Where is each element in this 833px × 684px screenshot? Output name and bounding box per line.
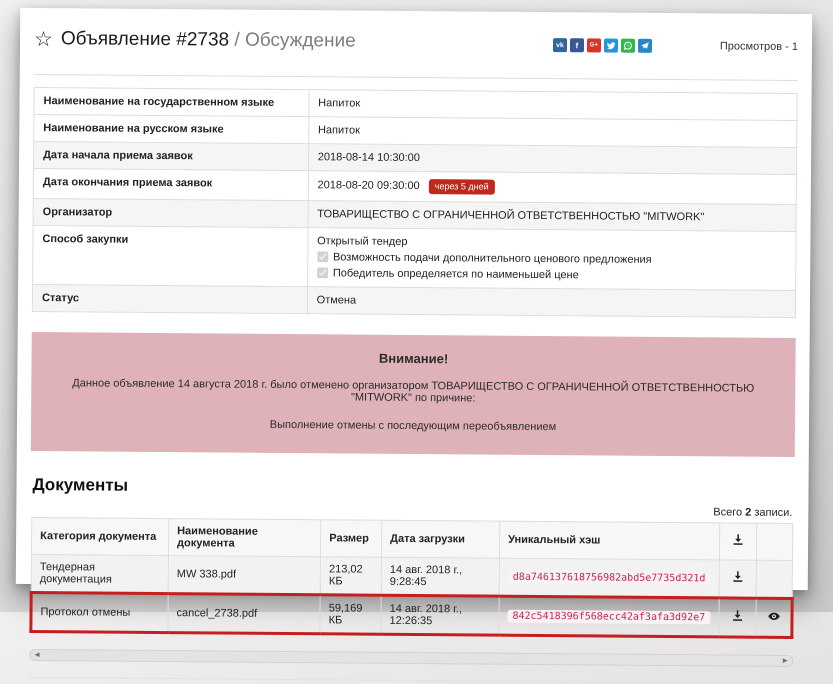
- row-value: Отмена: [307, 286, 796, 317]
- row-value: [307, 227, 796, 290]
- row-value: ТОВАРИЩЕСТВО С ОГРАНИЧЕННОЙ ОТВЕТСТВЕННОСТЬЮ "MITWORK": [308, 200, 797, 231]
- table-row: [33, 225, 796, 290]
- page-header: [34, 28, 798, 56]
- option-checkbox: [317, 268, 328, 279]
- warning-text: Данное объявление 14 августа 2018 г. было отменено организатором ТОВАРИЩЕСТВО С ОГРАНИЧЕННОЙ ОТВЕТСТВЕННОСТЬЮ "MITWORK" по причине:: [72, 377, 755, 405]
- table-row: [32, 284, 795, 317]
- vk-icon[interactable]: vk: [553, 38, 567, 52]
- header-divider: [34, 74, 798, 81]
- documents-table: [29, 517, 794, 639]
- doc-category: Тендерная документация: [31, 554, 168, 593]
- doc-size: 59,169 КБ: [320, 595, 381, 634]
- col-view: [756, 523, 792, 560]
- row-value: Напиток: [308, 117, 797, 148]
- document-row-highlighted: [31, 592, 792, 637]
- deadline-badge: через 5 дней: [429, 179, 495, 194]
- option-line: [317, 251, 786, 267]
- row-label: Дата окончания приема заявок: [33, 169, 308, 201]
- facebook-icon[interactable]: f: [570, 38, 584, 52]
- social-share-bar: [553, 38, 652, 53]
- whatsapp-icon[interactable]: [621, 39, 635, 53]
- google-plus-icon[interactable]: G+: [587, 38, 601, 52]
- doc-date: 14 авг. 2018 г., 12:26:35: [381, 595, 499, 635]
- doc-hash: d8a746137618756982abd5e7735d321d: [499, 558, 719, 598]
- row-label: Наименование на русском языке: [34, 115, 309, 144]
- page-subtitle: / Обсуждение: [234, 29, 356, 52]
- doc-size: 213,02 КБ: [320, 557, 381, 595]
- announcement-info-table: [32, 87, 798, 318]
- views-counter: Просмотров - 1: [719, 40, 799, 54]
- option-label: Возможность подачи дополнительного ценового предложения: [332, 251, 652, 266]
- col-name: Наименование документа: [168, 518, 320, 556]
- option-line: [317, 267, 786, 283]
- download-icon[interactable]: [732, 571, 744, 583]
- col-category: Категория документа: [31, 517, 168, 555]
- col-download: [719, 523, 757, 560]
- doc-name: cancel_2738.pdf: [168, 593, 320, 633]
- document-row: [31, 554, 792, 598]
- doc-name: MW 338.pdf: [168, 555, 320, 594]
- option-checkbox: [317, 252, 328, 263]
- doc-view-cell: [756, 598, 792, 637]
- row-value: 2018-08-14 10:30:00: [308, 144, 797, 175]
- bottom-divider: [29, 677, 793, 684]
- telegram-icon[interactable]: [638, 39, 652, 53]
- scroll-right-icon[interactable]: ►: [781, 655, 790, 665]
- documents-header-row: [31, 517, 792, 560]
- warning-reason: Выполнение отмены с последующим переобъявлением: [269, 418, 557, 433]
- page-title: Объявление #2738 / Обсуждение: [60, 28, 356, 52]
- row-value: Напиток: [309, 90, 798, 121]
- documents-heading: Документы: [32, 474, 129, 495]
- announcement-card: [16, 8, 812, 665]
- row-label: Дата начала приема заявок: [34, 142, 309, 171]
- download-icon: [732, 534, 744, 546]
- doc-date: 14 авг. 2018 г., 9:28:45: [381, 557, 499, 596]
- twitter-icon[interactable]: [604, 38, 618, 52]
- row-label: Организатор: [33, 198, 308, 227]
- doc-download-cell: [719, 560, 757, 598]
- col-size: Размер: [321, 520, 382, 557]
- doc-download-cell: [718, 598, 756, 637]
- warning-title: Внимание!: [378, 350, 449, 367]
- cancellation-warning: [31, 332, 796, 457]
- favorite-star-icon[interactable]: ☆: [33, 27, 53, 51]
- doc-category: Протокол отмены: [31, 592, 168, 632]
- row-label: Наименование на государственном языке: [34, 88, 309, 117]
- purchase-method: Открытый тендер: [317, 235, 408, 248]
- row-label: Статус: [32, 284, 307, 313]
- horizontal-scrollbar[interactable]: [29, 649, 793, 667]
- doc-hash: 842c5418396f568ecc42af3afa3d92e7: [499, 596, 719, 637]
- option-label: Победитель определяется по наименьшей цене: [332, 267, 579, 282]
- row-value: 2018-08-20 09:30:00 через 5 дней: [308, 171, 797, 205]
- doc-view-cell: [756, 560, 792, 598]
- records-total: Всего 2 записи.: [713, 506, 793, 519]
- scroll-left-icon[interactable]: ◄: [33, 649, 42, 659]
- col-date: Дата загрузки: [382, 520, 500, 558]
- col-hash: Уникальный хэш: [499, 521, 719, 560]
- row-label: Способ закупки: [33, 225, 308, 286]
